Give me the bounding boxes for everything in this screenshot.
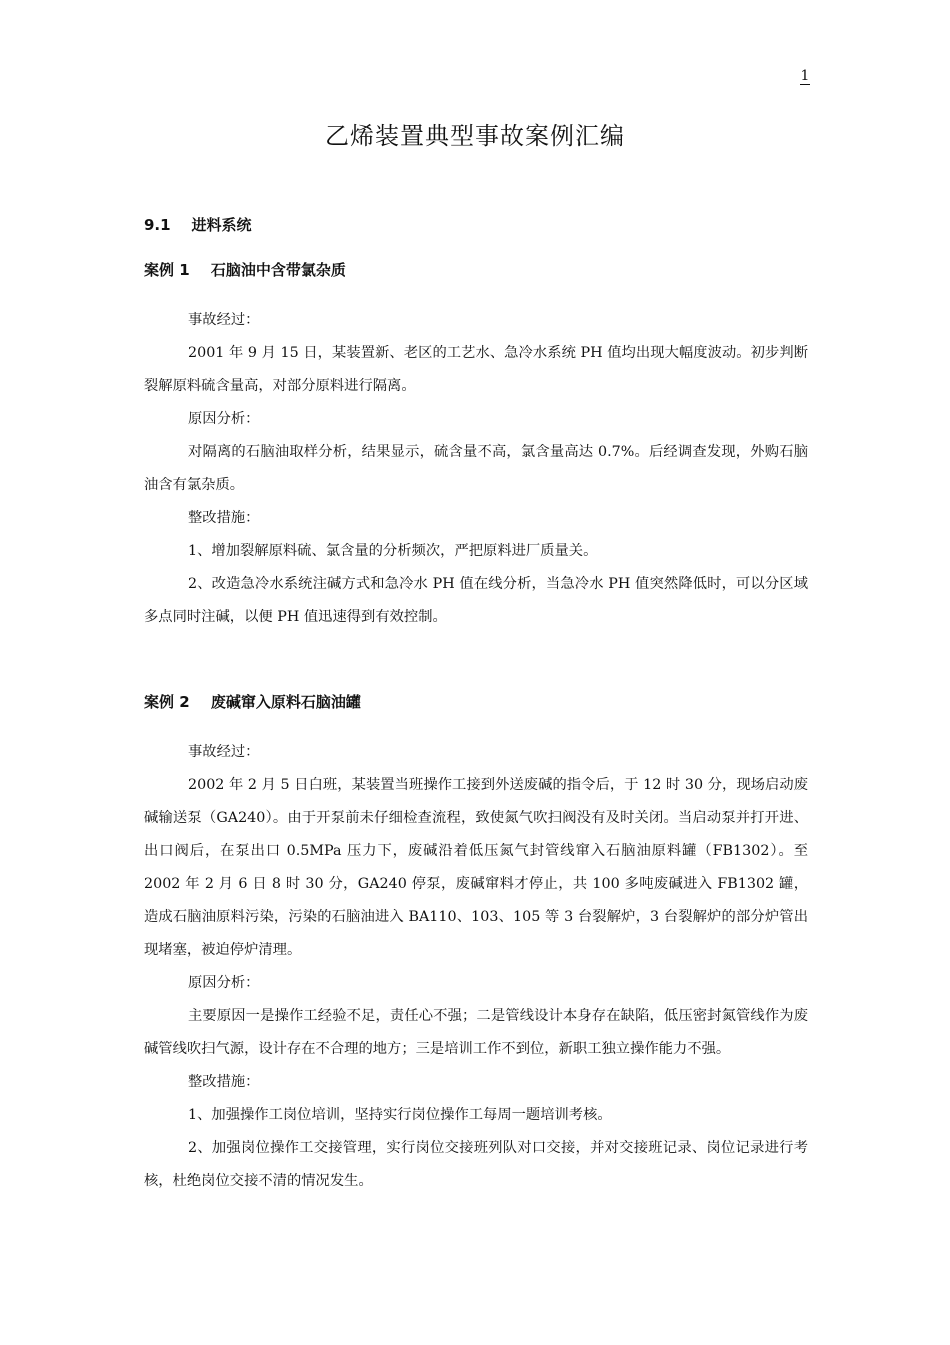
case-title: 废碱窜入原料石脑油罐 bbox=[210, 693, 361, 711]
case-title: 石脑油中含带氯杂质 bbox=[210, 261, 346, 279]
case-paragraph: 2002 年 2 月 5 日白班，某装置当班操作工接到外送废碱的指令后，于 12 时 30 分，现场启动废碱输送泵（GA240）。由于开泵前未仔细检查流程，致使氮气吹扫阀没有及时关闭。当启动泵并打开进、出口阀后，在泵出口 0.5MPa 压力下，废碱沿着低压氮气封管线窜入石脑油原料罐（FB1302）。至 2002 年 2 月 6 日 8 时 30 分，GA240 停泵，废碱窜料才停止，共 100 多吨废碱进入 FB1302 罐，造成石脑油原料污染，污染的石脑油进入 BA110、103、105 等 3 台裂解炉，3 台裂解炉的部分炉管出现堵塞，被迫停炉清理。 bbox=[144, 777, 808, 958]
case-paragraph: 对隔离的石脑油取样分析，结果显示，硫含量不高，氯含量高达 0.7%。后经调查发现，外购石脑油含有氯杂质。 bbox=[144, 444, 808, 493]
page-number: 1 bbox=[800, 68, 810, 84]
document-body bbox=[144, 210, 808, 1198]
case-paragraph: 整改措施： bbox=[188, 1074, 260, 1090]
case-paragraph: 原因分析： bbox=[188, 411, 260, 427]
case-paragraph: 原因分析： bbox=[188, 975, 260, 991]
case-paragraph: 1、增加裂解原料硫、氯含量的分析频次，严把原料进厂质量关。 bbox=[188, 543, 598, 559]
case-number: 案例 2 bbox=[144, 693, 190, 711]
section-number: 9.1 bbox=[144, 216, 171, 234]
case-paragraph: 整改措施： bbox=[188, 510, 260, 526]
case-paragraph: 1、加强操作工岗位培训，坚持实行岗位操作工每周一题培训考核。 bbox=[188, 1107, 612, 1123]
document-title: 乙烯装置典型事故案例汇编 bbox=[325, 122, 625, 150]
case-paragraph: 2001 年 9 月 15 日，某装置新、老区的工艺水、急冷水系统 PH 值均出现大幅度波动。初步判断裂解原料硫含量高，对部分原料进行隔离。 bbox=[144, 345, 808, 394]
case-paragraph: 事故经过： bbox=[188, 312, 260, 328]
case-paragraph: 事故经过： bbox=[188, 744, 260, 760]
case-heading bbox=[144, 255, 808, 285]
case-heading bbox=[144, 687, 808, 717]
case-paragraph: 2、改造急冷水系统注碱方式和急冷水 PH 值在线分析，当急冷水 PH 值突然降低时，可以分区域多点同时注碱，以便 PH 值迅速得到有效控制。 bbox=[144, 576, 808, 625]
section-heading bbox=[144, 210, 808, 240]
case-number: 案例 1 bbox=[144, 261, 190, 279]
case-paragraph: 主要原因一是操作工经验不足，责任心不强；二是管线设计本身存在缺陷，低压密封氮管线作为废碱管线吹扫气源，设计存在不合理的地方；三是培训工作不到位，新职工独立操作能力不强。 bbox=[144, 1008, 808, 1057]
section-title: 进料系统 bbox=[191, 216, 252, 234]
case-paragraph: 2、加强岗位操作工交接管理，实行岗位交接班列队对口交接，并对交接班记录、岗位记录进行考核，杜绝岗位交接不清的情况发生。 bbox=[144, 1140, 808, 1189]
